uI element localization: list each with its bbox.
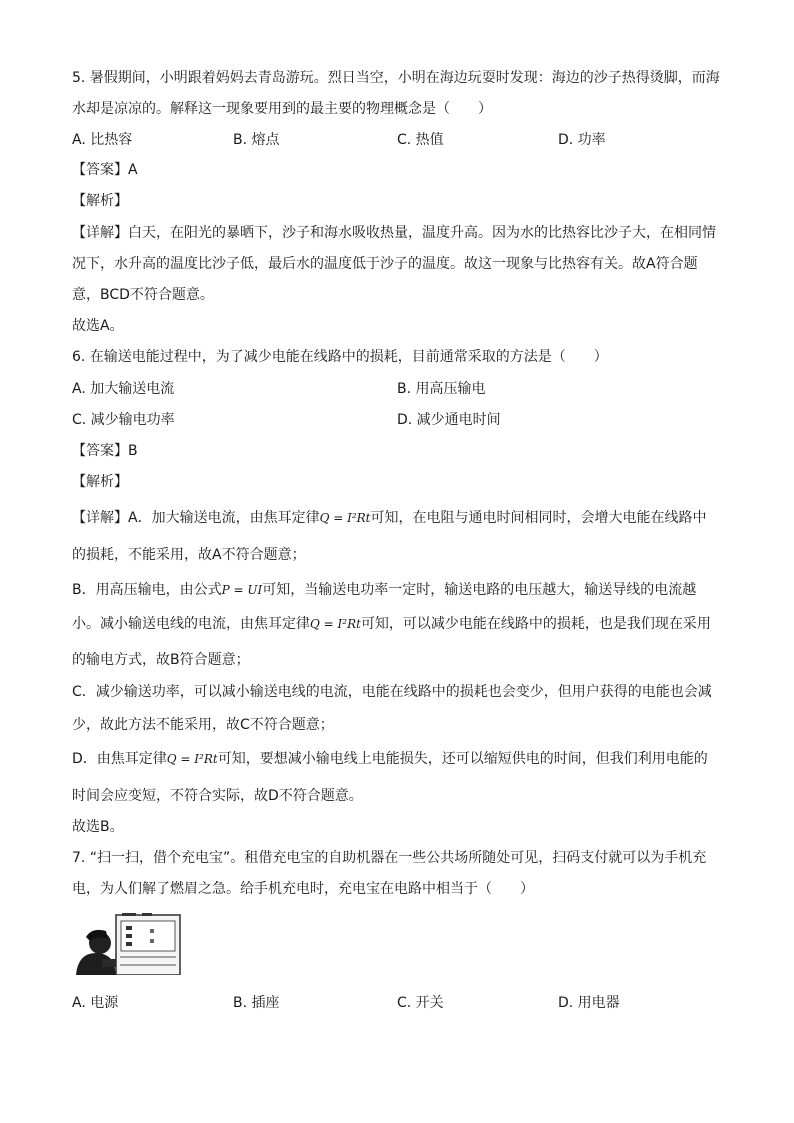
q6-detail-line8	[72, 749, 732, 769]
q7-option-a: A. 电源	[72, 995, 119, 1011]
q6-detail-line1	[72, 508, 732, 528]
q6-detail-line2: 的损耗，不能采用，故A不符合题意；	[72, 547, 306, 563]
q5-option-d: D. 功率	[558, 132, 606, 148]
q5-option-b: B. 熔点	[233, 132, 280, 148]
q6-option-a: A. 加大输送电流	[72, 381, 175, 397]
q6-detail-text: 小。减小输送电线的电流，由焦耳定律	[72, 616, 310, 632]
q7-option-d: D. 用电器	[558, 995, 620, 1011]
power-bank-machine-photo	[72, 913, 184, 975]
q5-detail-line3: 意，BCD不符合题意。	[72, 287, 214, 303]
q7-option-b: B. 插座	[233, 995, 280, 1011]
q6-analysis-label: 【解析】	[72, 474, 128, 490]
q6-detail-line7: 少，故此方法不能采用，故C不符合题意；	[72, 717, 334, 733]
q6-conclusion: 故选B。	[72, 819, 124, 835]
q6-detail-line6: C．减少输送功率，可以减小输送电线的电流，电能在线路中的损耗也会变少，但用户获得的电能也会减	[72, 684, 712, 700]
q6-detail-line3	[72, 580, 732, 600]
q6-detail-line5: 的输电方式，故B符合题意；	[72, 652, 250, 668]
power-formula: P = UI	[221, 583, 263, 597]
q5-detail-line2: 况下，水升高的温度比沙子低，最后水的温度低于沙子的温度。故这一现象与比热容有关。故A符合题	[72, 256, 698, 272]
q5-stem-line1: 5. 暑假期间，小明跟着妈妈去青岛游玩。烈日当空，小明在海边玩耍时发现：海边的沙子热得烫脚，而海	[72, 70, 720, 86]
q5-option-a: A. 比热容	[72, 132, 133, 148]
joule-law-formula: Q = I²Rt	[310, 617, 361, 631]
q7-stem-line2: 电，为人们解了燃眉之急。给手机充电时，充电宝在电路中相当于（ ）	[72, 881, 534, 897]
q5-analysis-label: 【解析】	[72, 193, 128, 209]
q6-detail-text: 可知，在电阻与通电时间相同时，会增大电能在线路中	[370, 510, 707, 526]
q6-stem: 6. 在输送电能过程中，为了减少电能在线路中的损耗，目前通常采取的方法是（ ）	[72, 349, 608, 365]
q5-stem-line2: 水却是凉凉的。解释这一现象要用到的最主要的物理概念是（ ）	[72, 101, 492, 117]
q6-detail-line4	[72, 614, 732, 634]
joule-law-formula: Q = I²Rt	[166, 752, 218, 766]
joule-law-formula: Q = I²Rt	[319, 511, 371, 525]
q5-option-c: C. 热值	[397, 132, 444, 148]
q6-option-c: C. 减少输电功率	[72, 412, 175, 428]
q5-conclusion: 故选A。	[72, 318, 124, 334]
q6-option-d: D. 减少通电时间	[397, 412, 501, 428]
q6-detail-text: D．由焦耳定律	[72, 751, 167, 767]
q6-detail-text: 【详解】A．加大输送电流，由焦耳定律	[72, 510, 320, 526]
q6-detail-text: 可知，可以减少电能在线路中的损耗，也是我们现在采用	[360, 616, 711, 632]
q5-answer: 【答案】A	[72, 162, 138, 178]
q6-answer: 【答案】B	[72, 443, 138, 459]
q6-detail-text: 可知，要想减小输电线上电能损失，还可以缩短供电的时间，但我们利用电能的	[217, 751, 708, 767]
q7-option-c: C. 开关	[397, 995, 444, 1011]
q7-stem-line1: 7. “扫一扫，借个充电宝”。租借充电宝的自助机器在一些公共场所随处可见，扫码支付就可以为手机充	[72, 850, 707, 866]
q6-detail-line9: 时间会应变短，不符合实际，故D不符合题意。	[72, 788, 363, 804]
q6-option-b: B. 用高压输电	[397, 381, 486, 397]
q6-detail-text: B．用高压输电，由公式	[72, 582, 222, 598]
q5-detail-line1: 【详解】白天，在阳光的暴晒下，沙子和海水吸收热量，温度升高。因为水的比热容比沙子大，在相同情	[72, 225, 716, 241]
q6-detail-text: 可知，当输送电功率一定时，输送电路的电压越大，输送导线的电流越	[262, 582, 697, 598]
